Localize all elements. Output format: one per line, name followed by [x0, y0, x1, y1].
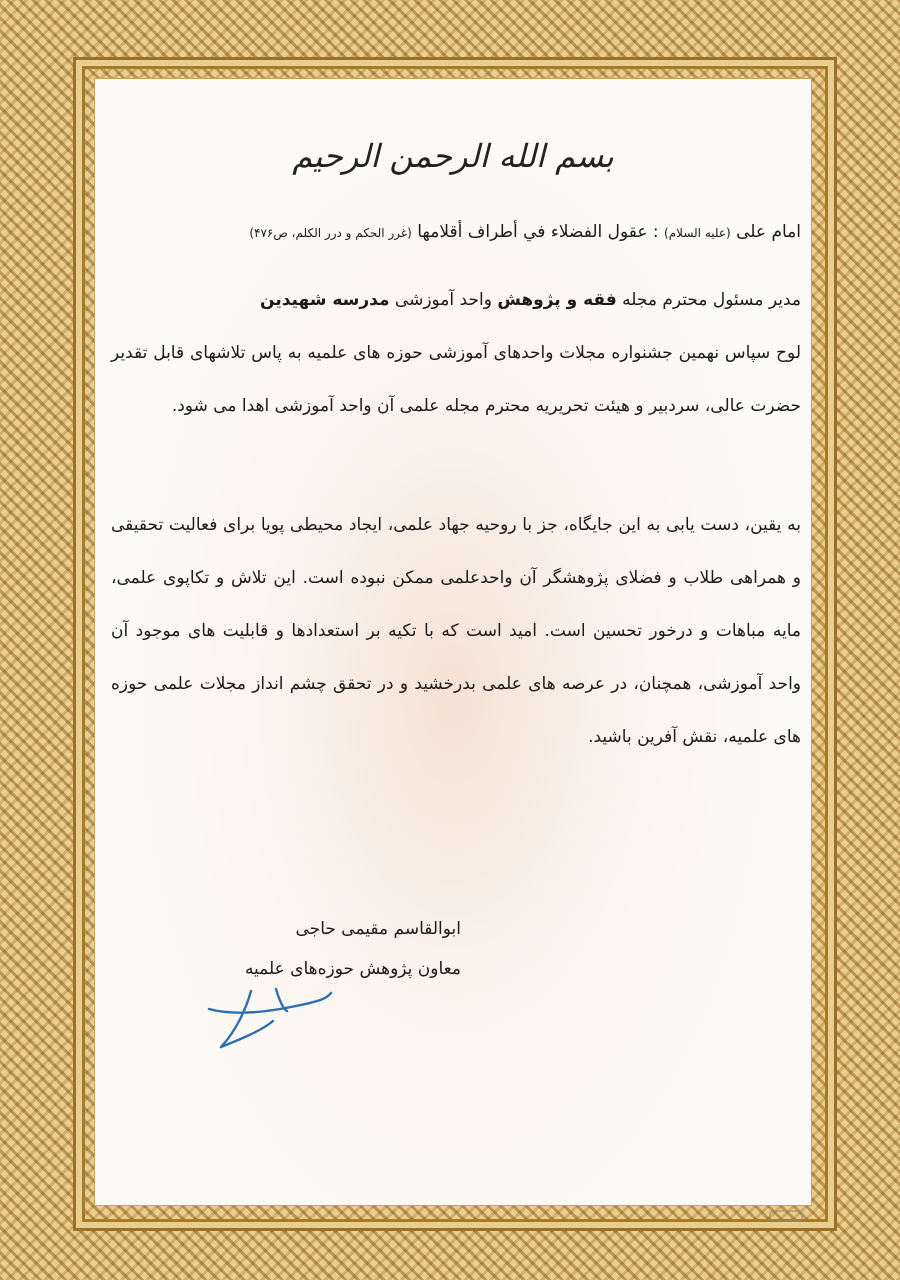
basmala-calligraphy: بسم الله الرحمن الرحيم: [292, 137, 614, 175]
hadith-source: (غرر الحکم و درر الکلم، ص۴۷۶): [249, 226, 412, 240]
body-paragraph: به یقین، دست یابی به این جایگاه، جز با روحیه جهاد علمی، ایجاد محیطی پویا برای فعالیت تحقیقی و همراهی طلاب و فضلای پژوهشگر آن واحدعلمی ممکن نبوده است. این تلاش و تکاپوی علمی، مایه مباهات و درخور تحسین است. امید است که با تکیه بر استعدادها و قابلیت های موجود آن واحد آموزشی، همچنان، در عرصه های علمی بدرخشید و در تحقق چشم انداز مجلات علمی حوزه های علمیه، نقش آفرین باشید.: [111, 515, 801, 747]
certificate-paper: [94, 78, 812, 1206]
addressee-middle: واحد آموزشی: [394, 290, 492, 310]
school-name: مدرسه شهیدین: [260, 290, 390, 310]
handwritten-signature: [191, 969, 341, 1059]
hadith-honorific: (علیه السلام): [664, 226, 731, 240]
signatory-name: ابوالقاسم مقیمی حاجی: [295, 919, 461, 939]
hadith-speaker: امام علی: [736, 222, 801, 242]
hadith-quote: : عقول الفضلاء في أطراف أقلامها: [417, 222, 659, 242]
addressee-prefix: مدیر مسئول محترم مجله: [622, 290, 801, 310]
signatory-title: معاون پژوهش حوزه‌های علمیه: [244, 959, 461, 979]
certificate-content: [95, 79, 811, 1205]
printer-mark-icon: [769, 1209, 803, 1223]
hadith-line: [109, 219, 801, 246]
appreciation-paragraph: لوح سپاس نهمین جشنواره مجلات واحدهای آموزشی حوزه های علمیه به پاس تلاشهای قابل تقدیر حضرت عالی، سردبیر و هیئت تحریریه محترم مجله علمی آن واحد آموزشی اهدا می شود.: [111, 343, 801, 416]
addressee-line: [109, 287, 801, 313]
journal-name: فقه و پژوهش: [497, 290, 617, 310]
